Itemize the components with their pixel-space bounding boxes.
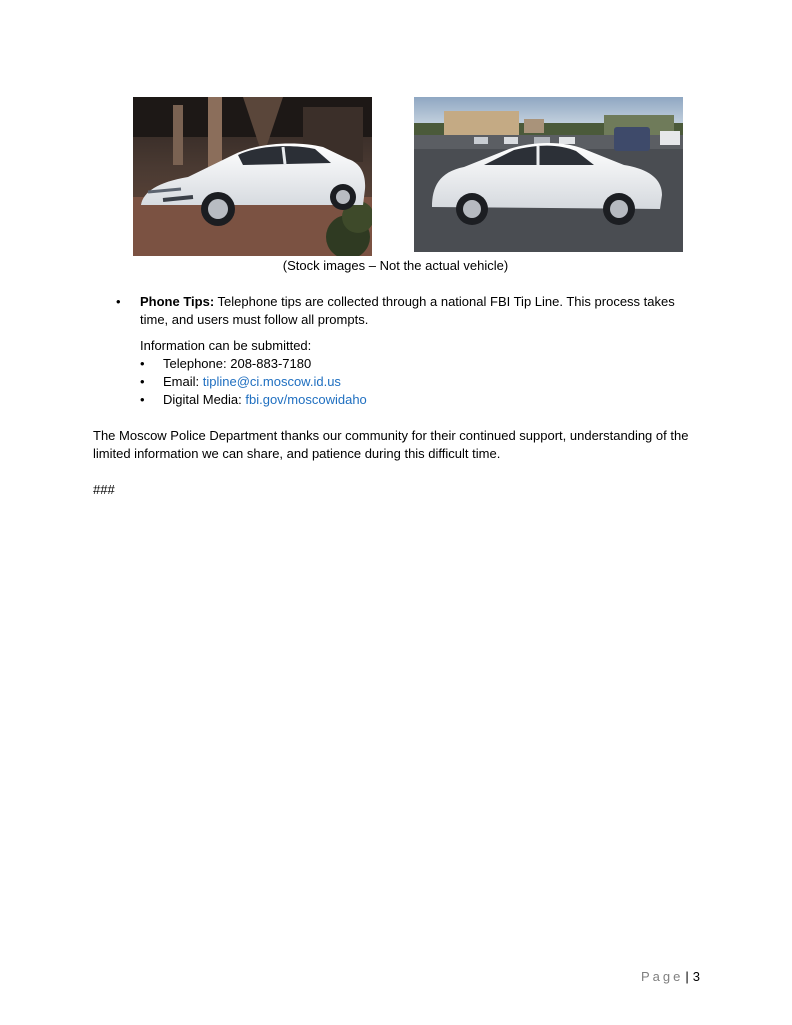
telephone-label: Telephone:	[163, 356, 231, 371]
footer-page-number: 3	[692, 969, 700, 984]
phone-tips-label: Phone Tips:	[140, 294, 215, 309]
bullet-marker: •	[140, 356, 145, 371]
footer-separator: |	[685, 969, 689, 984]
car-front-image	[133, 97, 372, 256]
page-footer	[641, 968, 700, 986]
phone-tips-text	[140, 293, 688, 329]
email-label: Email:	[163, 374, 203, 389]
submission-item-email	[140, 373, 367, 391]
submission-item-telephone	[140, 355, 367, 373]
image-caption: (Stock images – Not the actual vehicle)	[282, 258, 509, 273]
digital-media-link[interactable]: fbi.gov/moscowidaho	[245, 392, 367, 407]
telephone-value: 208-883-7180	[230, 356, 312, 371]
email-link[interactable]: tipline@ci.moscow.id.us	[202, 374, 341, 389]
car-photo-left	[133, 97, 372, 256]
end-marker: ###	[93, 482, 115, 497]
phone-tips-body: Telephone tips are collected through a national FBI Tip Line. This process takes time, and users must follow all prompts.	[140, 294, 675, 327]
submission-item-digital-media	[140, 391, 367, 409]
footer-page-word: Page	[641, 969, 684, 984]
bullet-marker: •	[140, 392, 145, 407]
submission-list	[140, 355, 367, 409]
closing-paragraph: The Moscow Police Department thanks our community for their continued support, understanding of the limited information we can share, and patience during this difficult time.	[93, 428, 689, 461]
bullet-marker: •	[140, 374, 145, 389]
submission-intro: Information can be submitted:	[140, 338, 312, 353]
car-side-image	[414, 97, 683, 252]
bullet-marker: •	[116, 294, 121, 309]
car-photo-right	[414, 97, 683, 252]
digital-media-label: Digital Media:	[163, 392, 246, 407]
